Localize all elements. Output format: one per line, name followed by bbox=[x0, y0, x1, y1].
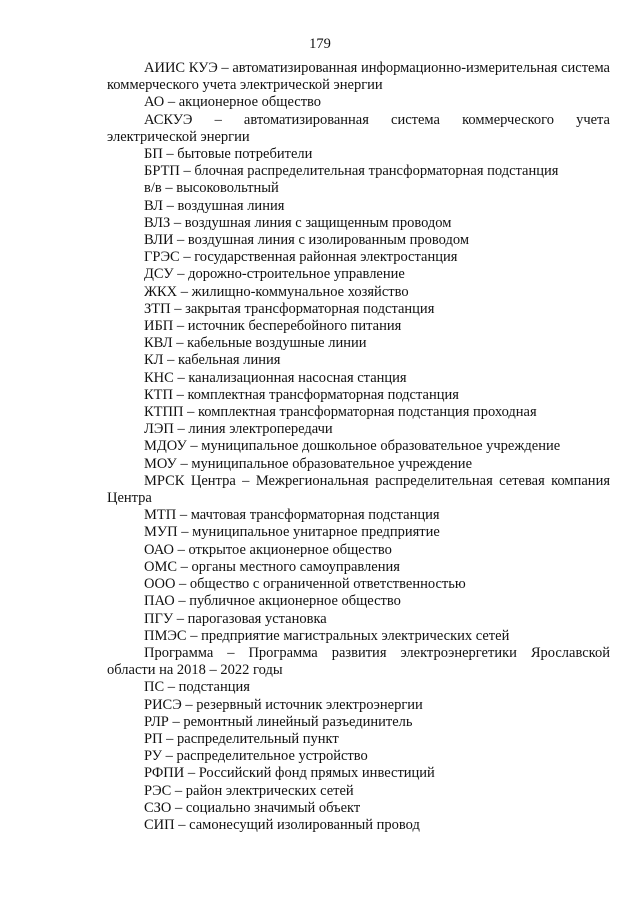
abbreviation-entry: ПС – подстанция bbox=[144, 679, 250, 696]
abbreviation-entry: ВЛ – воздушная линия bbox=[144, 197, 285, 214]
abbreviation-entry: КВЛ – кабельные воздушные линии bbox=[144, 335, 367, 352]
abbreviation-entry: ПАО – публичное акционерное общество bbox=[144, 593, 401, 610]
abbreviation-entry: КНС – канализационная насосная станция bbox=[144, 369, 407, 386]
abbreviation-entry: РЛР – ремонтный линейный разъединитель bbox=[144, 713, 413, 730]
abbreviation-entry: РП – распределительный пункт bbox=[144, 730, 339, 747]
abbreviation-entry: Программа – Программа развития электроэнергетики Ярославской области на 2018 – 2022 годы bbox=[107, 644, 610, 679]
abbreviation-entry: ПМЭС – предприятие магистральных электрических сетей bbox=[144, 627, 510, 644]
abbreviation-entry: ВЛЗ – воздушная линия с защищенным проводом bbox=[144, 214, 452, 231]
abbreviation-entry: ЗТП – закрытая трансформаторная подстанция bbox=[144, 300, 435, 317]
abbreviation-entry: АИИС КУЭ – автоматизированная информационно-измерительная система коммерческого учета электрической энергии bbox=[107, 60, 610, 94]
abbreviation-entry: СЗО – социально значимый объект bbox=[144, 799, 361, 816]
abbreviation-entry: ЛЭП – линия электропередачи bbox=[144, 421, 333, 438]
abbreviation-entry: МОУ – муниципальное образовательное учреждение bbox=[144, 455, 473, 472]
abbreviation-entry: БП – бытовые потребители bbox=[144, 146, 313, 163]
abbreviation-entry: в/в – высоковольтный bbox=[144, 180, 279, 197]
page-number: 179 bbox=[309, 36, 331, 52]
abbreviation-entry: ДСУ – дорожно-строительное управление bbox=[144, 266, 405, 283]
abbreviation-entry: ПГУ – парогазовая установка bbox=[144, 610, 327, 627]
abbreviation-entry: КЛ – кабельная линия bbox=[144, 352, 281, 369]
abbreviation-entry: РЭС – район электрических сетей bbox=[144, 782, 354, 799]
abbreviation-entry: ЖКХ – жилищно-коммунальное хозяйство bbox=[144, 283, 409, 300]
abbreviation-entry: КТПП – комплектная трансформаторная подстанция проходная bbox=[144, 404, 537, 421]
abbreviation-entry: МТП – мачтовая трансформаторная подстанция bbox=[144, 507, 440, 524]
abbreviation-entry: БРТП – блочная распределительная трансформаторная подстанция bbox=[144, 163, 559, 180]
abbreviation-entry: ИБП – источник бесперебойного питания bbox=[144, 318, 402, 335]
abbreviation-entry: КТП – комплектная трансформаторная подстанция bbox=[144, 386, 459, 403]
abbreviation-entry: СИП – самонесущий изолированный провод bbox=[144, 816, 420, 833]
abbreviation-entry: МРСК Центра – Межрегиональная распределительная сетевая компания Центра bbox=[107, 472, 610, 507]
abbreviation-entry: МДОУ – муниципальное дошкольное образовательное учреждение bbox=[144, 438, 561, 455]
abbreviation-entry: ВЛИ – воздушная линия с изолированным проводом bbox=[144, 232, 470, 249]
abbreviation-entry: АО – акционерное общество bbox=[144, 94, 322, 111]
abbreviation-entry: ООО – общество с ограниченной ответственностью bbox=[144, 576, 466, 593]
abbreviation-entry: ОАО – открытое акционерное общество bbox=[144, 541, 392, 558]
abbreviation-entry: ГРЭС – государственная районная электростанция bbox=[144, 249, 458, 266]
abbreviation-entry: ОМС – органы местного самоуправления bbox=[144, 558, 400, 575]
abbreviation-entry: МУП – муниципальное унитарное предприятие bbox=[144, 524, 440, 541]
abbreviation-list bbox=[107, 60, 610, 834]
abbreviation-entry: АСКУЭ – автоматизированная система коммерческого учета электрической энергии bbox=[107, 111, 610, 145]
abbreviation-entry: РУ – распределительное устройство bbox=[144, 748, 368, 765]
abbreviation-entry: РИСЭ – резервный источник электроэнергии bbox=[144, 696, 423, 713]
abbreviation-entry: РФПИ – Российский фонд прямых инвестиций bbox=[144, 765, 435, 782]
